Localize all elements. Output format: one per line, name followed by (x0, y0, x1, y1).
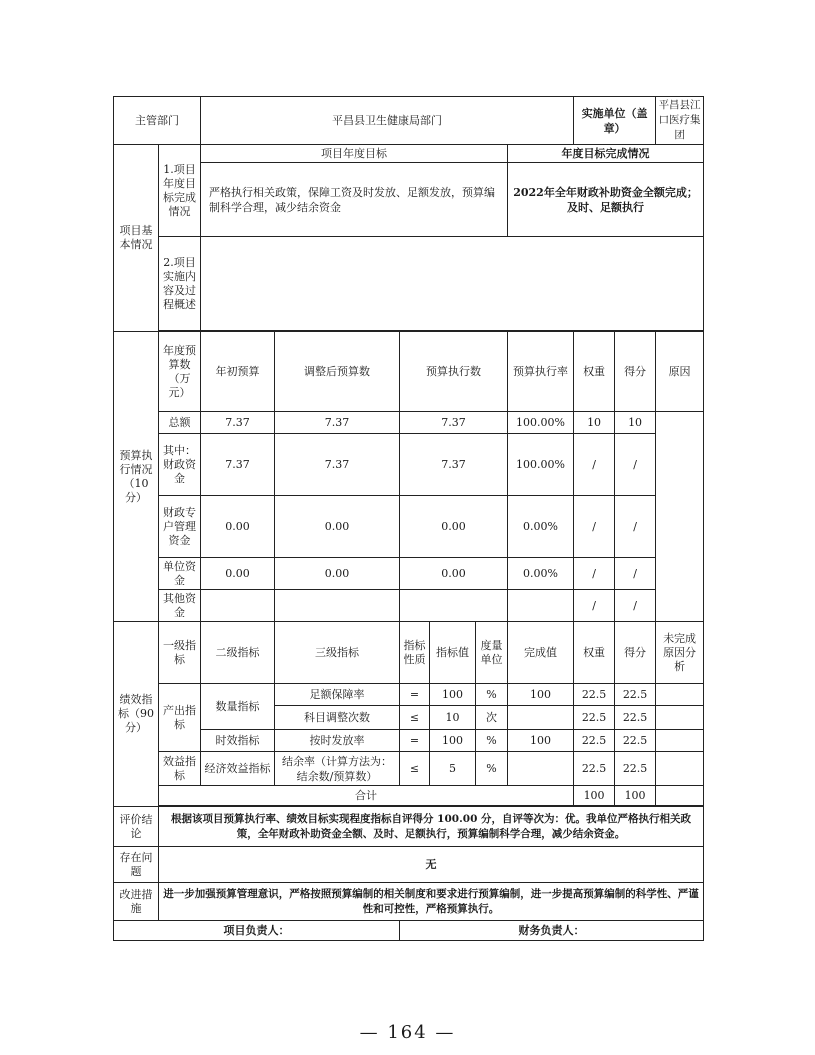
completion-col-header: 年度目标完成情况 (508, 145, 704, 163)
perf-done-header: 完成值 (508, 622, 574, 684)
budget-row (114, 434, 704, 496)
budget-adjusted: 7.37 (275, 412, 400, 434)
project-lead-label: 项目负责人： (114, 921, 400, 941)
budget-initial (201, 590, 275, 622)
budget-initial: 7.37 (201, 412, 275, 434)
budget-row-label: 其中：财政资金 (159, 434, 201, 496)
perf-done: 100 (508, 684, 574, 706)
perf-done: 100 (508, 730, 574, 752)
perf-value-header: 指标值 (430, 622, 476, 684)
perf-weight: 22.5 (574, 706, 615, 730)
budget-executed: 7.37 (400, 412, 508, 434)
dept-label: 主管部门 (114, 97, 201, 145)
budget-adjusted-header: 调整后预算数 (275, 332, 400, 412)
output-indicator-label: 产出指标 (159, 684, 201, 752)
perf-score: 22.5 (615, 684, 656, 706)
quantity-indicator-label: 数量指标 (201, 684, 275, 730)
issues-label: 存在问题 (114, 847, 159, 883)
perf-level2: 时效指标 (201, 730, 275, 752)
improve-label: 改进措施 (114, 883, 159, 921)
perf-row (114, 752, 704, 786)
perf-level1-header: 一级指标 (159, 622, 201, 684)
budget-weight: / (574, 558, 615, 590)
budget-executed: 0.00 (400, 496, 508, 558)
perf-level3: 科目调整次数 (275, 706, 400, 730)
budget-reason-header: 原因 (656, 332, 704, 412)
perf-unit: % (476, 730, 508, 752)
budget-row (114, 558, 704, 590)
budget-section-label: 预算执行情况（10分） (114, 332, 159, 622)
perf-weight-header: 权重 (574, 622, 615, 684)
budget-weight: 10 (574, 412, 615, 434)
budget-initial: 7.37 (201, 434, 275, 496)
total-reason (656, 786, 704, 806)
perf-done (508, 706, 574, 730)
perf-level3-header: 三级指标 (275, 622, 400, 684)
perf-unit-header: 度量单位 (476, 622, 508, 684)
perf-score: 22.5 (615, 730, 656, 752)
perf-nature: ≤ (400, 752, 430, 786)
budget-weight: / (574, 434, 615, 496)
budget-initial: 0.00 (201, 558, 275, 590)
perf-score: 22.5 (615, 752, 656, 786)
budget-executed (400, 590, 508, 622)
perf-weight: 22.5 (574, 730, 615, 752)
budget-row-label: 财政专户管理资金 (159, 496, 201, 558)
perf-nature: = (400, 684, 430, 706)
perf-reason (656, 730, 704, 752)
perf-reason-header: 未完成原因分析 (656, 622, 704, 684)
perf-section-label: 绩效指标（90分） (114, 622, 159, 807)
perf-value: 5 (430, 752, 476, 786)
budget-rate: 0.00% (508, 558, 574, 590)
budget-weight: / (574, 590, 615, 622)
budget-score: / (615, 496, 656, 558)
budget-score: / (615, 434, 656, 496)
perf-reason (656, 752, 704, 786)
budget-row-label: 总额 (159, 412, 201, 434)
perf-weight: 22.5 (574, 752, 615, 786)
budget-executed: 7.37 (400, 434, 508, 496)
perf-level2-header: 二级指标 (201, 622, 275, 684)
budget-score: / (615, 590, 656, 622)
budget-reason (656, 412, 704, 622)
perf-weight: 22.5 (574, 684, 615, 706)
total-label: 合计 (159, 786, 574, 806)
perf-unit: % (476, 752, 508, 786)
unit-label: 实施单位（盖章） (574, 97, 656, 145)
performance-self-evaluation-table (113, 96, 704, 941)
goal-col-header: 项目年度目标 (201, 145, 508, 163)
page-number: — 164 — (359, 1022, 456, 1043)
budget-row-label: 单位资金 (159, 558, 201, 590)
issues-text: 无 (159, 847, 704, 883)
perf-nature: ≤ (400, 706, 430, 730)
budget-executed: 0.00 (400, 558, 508, 590)
total-row (114, 786, 704, 806)
total-score: 100 (615, 786, 656, 806)
budget-row (114, 496, 704, 558)
conclusion-label: 评价结论 (114, 807, 159, 847)
perf-score: 22.5 (615, 706, 656, 730)
conclusion-text: 根据该项目预算执行率、绩效目标实现程度指标自评得分 100.00 分，自评等次为：优。我单位严格执行相关政策，全年财政补助资金全额、及时、足额执行，预算编制科学合理，减少结余资金。 (159, 807, 704, 847)
budget-row (114, 590, 704, 622)
improve-text: 进一步加强预算管理意识，严格按照预算编制的相关制度和要求进行预算编制，进一步提高预算编制的科学性、严谨性和可控性，严格预算执行。 (159, 883, 704, 921)
process-label: 2.项目实施内容及过程概述 (159, 237, 201, 331)
budget-rate: 0.00% (508, 496, 574, 558)
perf-unit: % (476, 684, 508, 706)
perf-level3: 按时发放率 (275, 730, 400, 752)
goal-label: 1.项目年度目标完成情况 (159, 145, 201, 237)
budget-adjusted (275, 590, 400, 622)
finance-lead-label: 财务负责人： (400, 921, 704, 941)
budget-executed-header: 预算执行数 (400, 332, 508, 412)
perf-value: 10 (430, 706, 476, 730)
perf-score-header: 得分 (615, 622, 656, 684)
budget-row (114, 412, 704, 434)
budget-rate (508, 590, 574, 622)
benefit-indicator-label: 效益指标 (159, 752, 201, 786)
budget-score-header: 得分 (615, 332, 656, 412)
perf-unit: 次 (476, 706, 508, 730)
total-weight: 100 (574, 786, 615, 806)
goal-text: 严格执行相关政策，保障工资及时发放、足额发放，预算编制科学合理，减少结余资金 (201, 163, 508, 237)
budget-adjusted: 0.00 (275, 496, 400, 558)
budget-initial: 0.00 (201, 496, 275, 558)
process-text (201, 237, 704, 331)
budget-rate: 100.00% (508, 412, 574, 434)
budget-row-label: 其他资金 (159, 590, 201, 622)
perf-level3: 结余率（计算方法为：结余数/预算数） (275, 752, 400, 786)
budget-weight: / (574, 496, 615, 558)
perf-value: 100 (430, 684, 476, 706)
completion-text: 2022年全年财政补助资金全额完成；及时、足额执行 (508, 163, 704, 237)
perf-row (114, 684, 704, 706)
perf-done (508, 752, 574, 786)
perf-level3: 足额保障率 (275, 684, 400, 706)
perf-row (114, 730, 704, 752)
budget-score: 10 (615, 412, 656, 434)
basic-section-label: 项目基本情况 (114, 145, 159, 332)
unit-value: 平昌县江口医疗集团 (656, 97, 704, 145)
perf-nature-header: 指标性质 (400, 622, 430, 684)
budget-score: / (615, 558, 656, 590)
perf-value: 100 (430, 730, 476, 752)
budget-weight-header: 权重 (574, 332, 615, 412)
budget-funds-header: 年度预算数（万元） (159, 332, 201, 412)
budget-rate-header: 预算执行率 (508, 332, 574, 412)
dept-value: 平昌县卫生健康局部门 (201, 97, 574, 145)
perf-level2: 经济效益指标 (201, 752, 275, 786)
perf-reason (656, 684, 704, 706)
budget-adjusted: 7.37 (275, 434, 400, 496)
budget-adjusted: 0.00 (275, 558, 400, 590)
budget-initial-header: 年初预算 (201, 332, 275, 412)
perf-reason (656, 706, 704, 730)
perf-nature: = (400, 730, 430, 752)
budget-rate: 100.00% (508, 434, 574, 496)
